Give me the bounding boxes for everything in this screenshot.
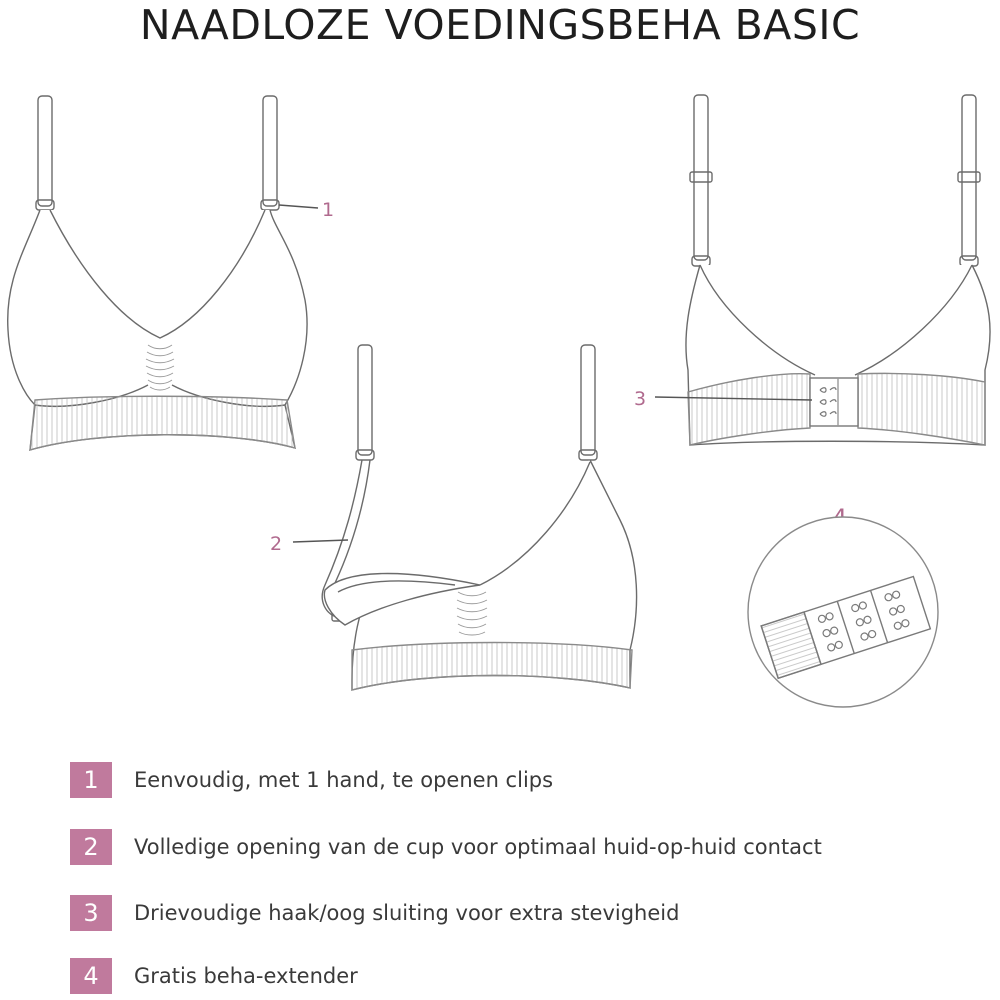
- legend-item-2: [70, 829, 822, 865]
- legend-text: Drievoudige haak/oog sluiting voor extra stevigheid: [134, 901, 680, 925]
- legend-item-3: [70, 895, 679, 931]
- legend-item-1: [70, 762, 553, 798]
- callout-2-number: 2: [270, 533, 283, 555]
- bra-open-cup-illustration: [322, 345, 636, 690]
- legend-text: Gratis beha-extender: [134, 964, 358, 988]
- legend-item-4: [70, 958, 358, 994]
- legend-number-badge: 1: [70, 762, 112, 798]
- legend-number-badge: 3: [70, 895, 112, 931]
- page-title: NAADLOZE VOEDINGSBEHA BASIC: [139, 1, 861, 49]
- callout-3-number: 3: [634, 388, 647, 410]
- legend-text: Eenvoudig, met 1 hand, te openen clips: [134, 768, 554, 792]
- legend-number-badge: 2: [70, 829, 112, 865]
- legend-number-badge: 4: [70, 958, 112, 994]
- callout-1-line: [279, 205, 318, 208]
- bra-extender-illustration: [748, 517, 938, 707]
- bra-front-illustration: [8, 96, 307, 450]
- bra-back-illustration: [686, 95, 990, 445]
- callout-2-line: [293, 540, 348, 542]
- callout-1-number: 1: [322, 199, 335, 221]
- legend-text: Volledige opening van de cup voor optimaal huid-op-huid contact: [134, 835, 822, 859]
